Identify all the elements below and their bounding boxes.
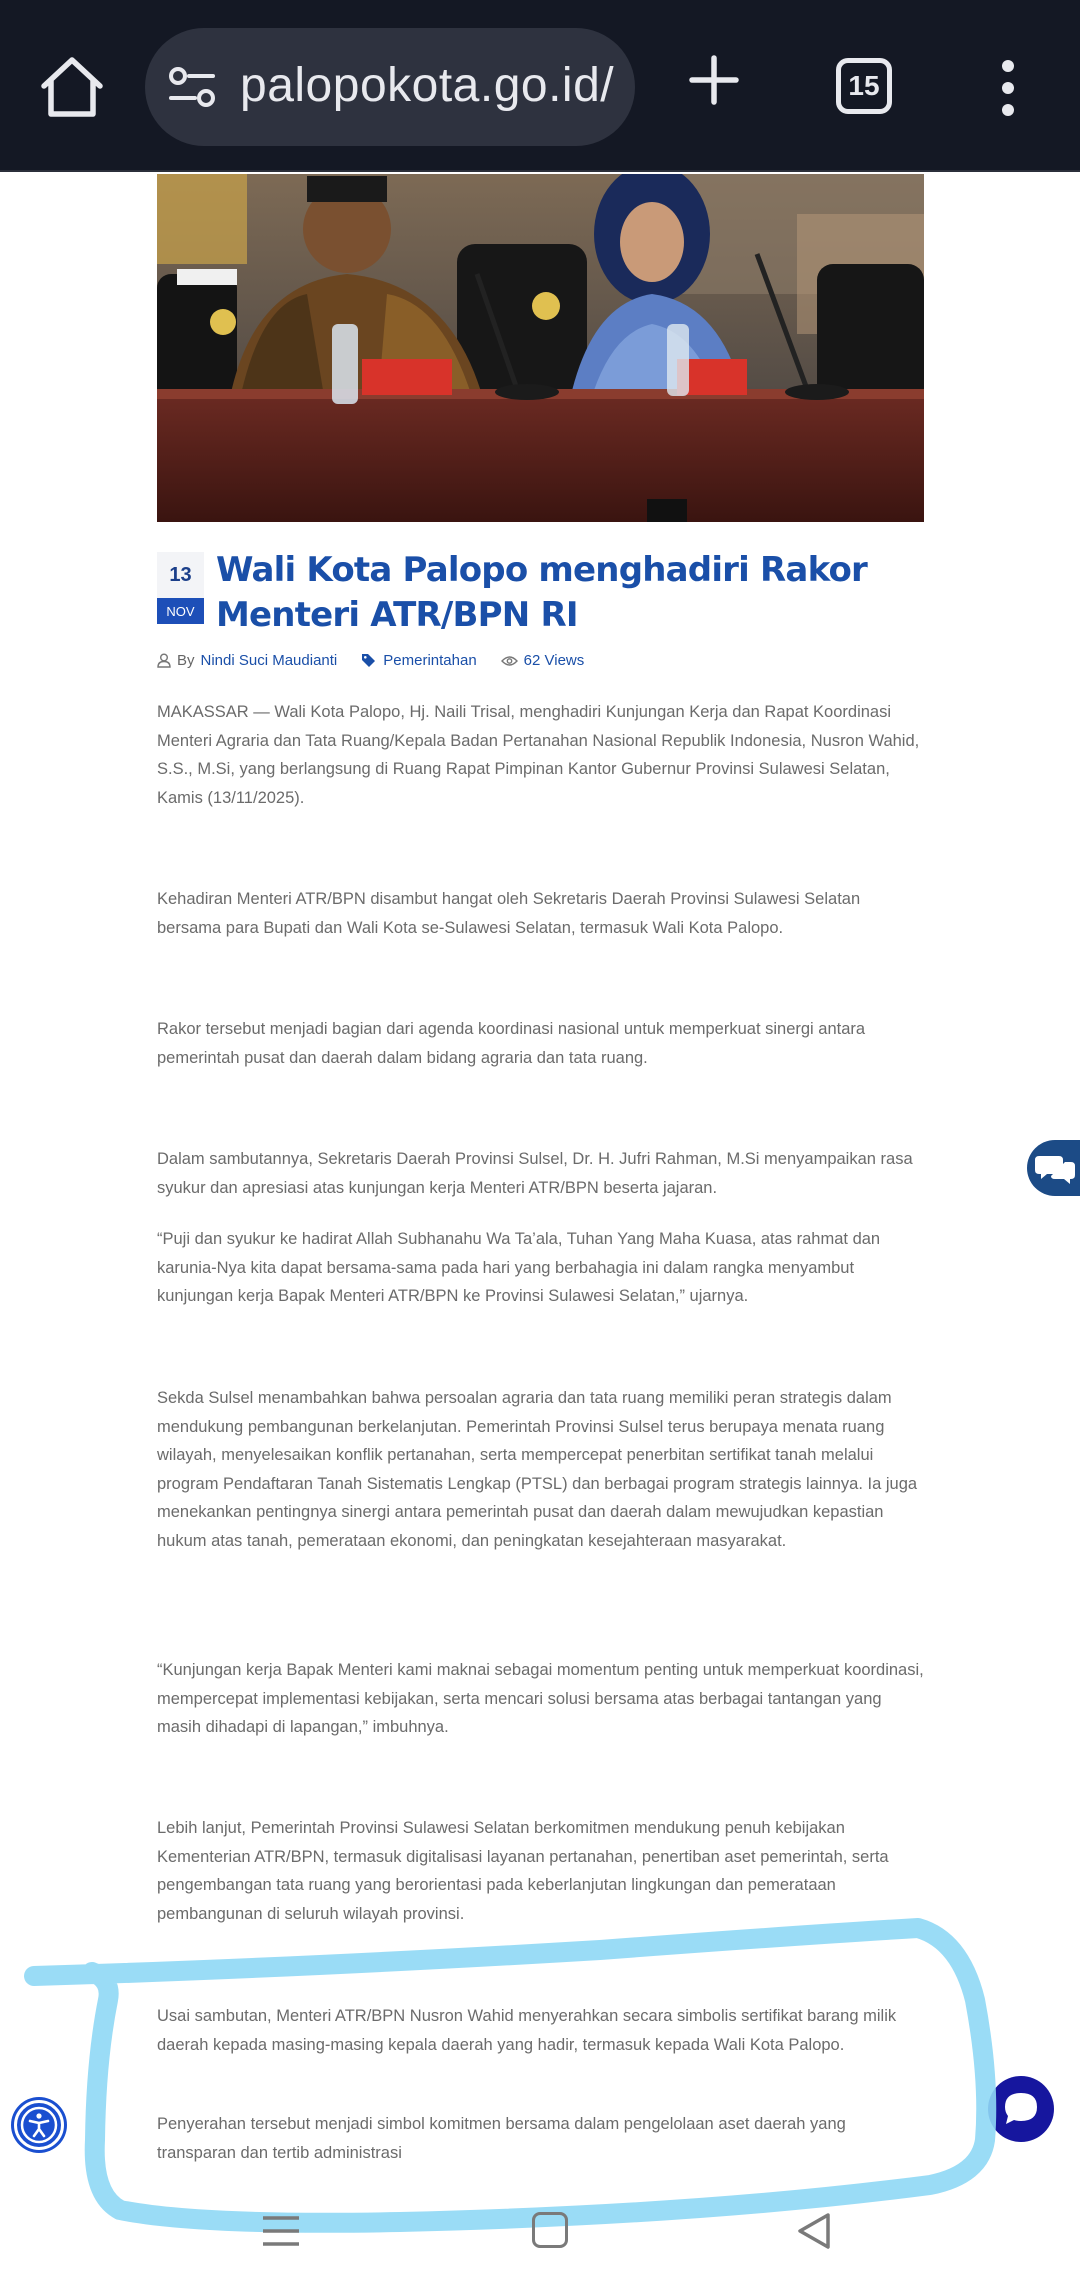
- date-badge: [157, 552, 204, 624]
- address-bar[interactable]: [145, 28, 635, 146]
- paragraph-2: Kehadiran Menteri ATR/BPN disambut hangat oleh Sekretaris Daerah Provinsi Sulawesi Selatan bersama para Bupati dan Wali Kota se-Sulawesi Selatan, termasuk Wali Kota Palopo.: [157, 890, 861, 937]
- paragraph-5: “Puji dan syukur ke hadirat Allah Subhanahu Wa Ta’ala, Tuhan Yang Maha Kuasa, atas rahmat dan karunia-Nya kita dapat bersama-sama pada hari yang berbahagia ini dalam rangka menyambut kunjungan kerja Bapak Menteri ATR/BPN ke Provinsi Sulawesi Selatan,” ujarnya.: [157, 1230, 881, 1305]
- paragraph-10: Penyerahan tersebut menjadi simbol komitmen bersama dalam pengelolaan aset daerah yang transparan dan tertib administrasi: [157, 2115, 846, 2162]
- browser-toolbar: [0, 0, 1080, 172]
- category-link[interactable]: Pemerintahan: [383, 652, 477, 669]
- tags-icon: [361, 653, 377, 668]
- author-link[interactable]: Nindi Suci Maudianti: [200, 652, 338, 669]
- paragraph-4: Dalam sambutannya, Sekretaris Daerah Provinsi Sulsel, Dr. H. Jufri Rahman, M.Si menyampaikan rasa syukur dan apresiasi atas kunjungan kerja Menteri ATR/BPN beserta jajaran.: [157, 1150, 913, 1197]
- accessibility-icon: [17, 2103, 61, 2147]
- eye-icon: [501, 655, 518, 667]
- paragraph-7: “Kunjungan kerja Bapak Menteri kami maknai sebagai momentum penting untuk memperkuat koordinasi, mempercepat implementasi kebijakan, serta mencari solusi bersama atas berbagai tantangan yang masih dihadapi di lapangan,” imbuhnya.: [157, 1661, 924, 1736]
- comments-icon: [1027, 1140, 1080, 1196]
- by-label: By: [177, 652, 195, 669]
- date-month: NOV: [157, 598, 204, 624]
- paragraph-1: MAKASSAR — Wali Kota Palopo, Hj. Naili Trisal, menghadiri Kunjungan Kerja dan Rapat Koordinasi Menteri Agraria dan Tata Ruang/Kepala Badan Pertanahan Nasional Republik Indonesia, Nusron Wahid, S.S., M.Si, yang berlangsung di Ruang Rapat Pimpinan Kantor Gubernur Provinsi Sulawesi Selatan, Kamis (13/11/2025).: [157, 703, 920, 807]
- paragraph-6: Sekda Sulsel menambahkan bahwa persoalan agraria dan tata ruang memiliki peran strategis dalam mendukung pembangunan berkelanjutan. Pemerintah Provinsi Sulsel terus berupaya menata ruang wilayah, menyelesaikan konflik pertanahan, serta mempercepat penerbitan sertifikat tanah melalui program Pendaftaran Tanah Sistematis Lengkap (PTSL) dan berbagai program strategis lainnya. Ia juga menekankan pentingnya sinergi antara pemerintah pusat dan daerah dalam mewujudkan kepastian hukum atas tanah, pemerataan ekonomi, dan peningkatan kesejahteraan masyarakat.: [157, 1389, 918, 1550]
- accessibility-button[interactable]: [14, 2100, 64, 2150]
- nav-back-icon[interactable]: [796, 2212, 832, 2250]
- side-chat-button[interactable]: [1027, 1140, 1080, 1196]
- url-text[interactable]: palopokota.go.id/: [240, 59, 615, 112]
- article-title: Wali Kota Palopo menghadiri Rakor Menteri ATR/BPN RI: [216, 550, 867, 635]
- live-chat-button[interactable]: [988, 2076, 1054, 2142]
- tab-switcher-button[interactable]: 15: [836, 58, 892, 114]
- views-count: 62 Views: [523, 652, 585, 669]
- new-tab-icon[interactable]: [688, 54, 740, 106]
- home-icon[interactable]: [36, 52, 108, 124]
- more-options-icon[interactable]: [996, 58, 1020, 118]
- article-meta: [157, 652, 584, 669]
- paragraph-9: Usai sambutan, Menteri ATR/BPN Nusron Wahid menyerahkan secara simbolis sertifikat barang milik daerah kepada masing-masing kepala daerah yang hadir, termasuk kepada Wali Kota Palopo.: [157, 2007, 897, 2054]
- chat-bubble-icon: [988, 2076, 1054, 2142]
- paragraph-3: Rakor tersebut menjadi bagian dari agenda koordinasi nasional untuk memperkuat sinergi antara pemerintah pusat dan daerah dalam bidang agraria dan tata ruang.: [157, 1020, 866, 1067]
- user-icon: [157, 653, 171, 668]
- date-day: 13: [157, 552, 204, 598]
- article-hero-image: [157, 174, 924, 522]
- paragraph-8: Lebih lanjut, Pemerintah Provinsi Sulawesi Selatan berkomitmen mendukung penuh kebijakan Kementerian ATR/BPN, termasuk digitalisasi layanan pertanahan, penertiban aset pemerintah, serta pengembangan tata ruang yang berorientasi pada keberlanjutan lingkungan dan pemerataan pembangunan di seluruh wilayah provinsi.: [157, 1819, 889, 1923]
- nav-home-icon[interactable]: [532, 2212, 568, 2248]
- site-settings-icon[interactable]: [167, 64, 219, 112]
- recent-apps-icon[interactable]: [263, 2214, 299, 2248]
